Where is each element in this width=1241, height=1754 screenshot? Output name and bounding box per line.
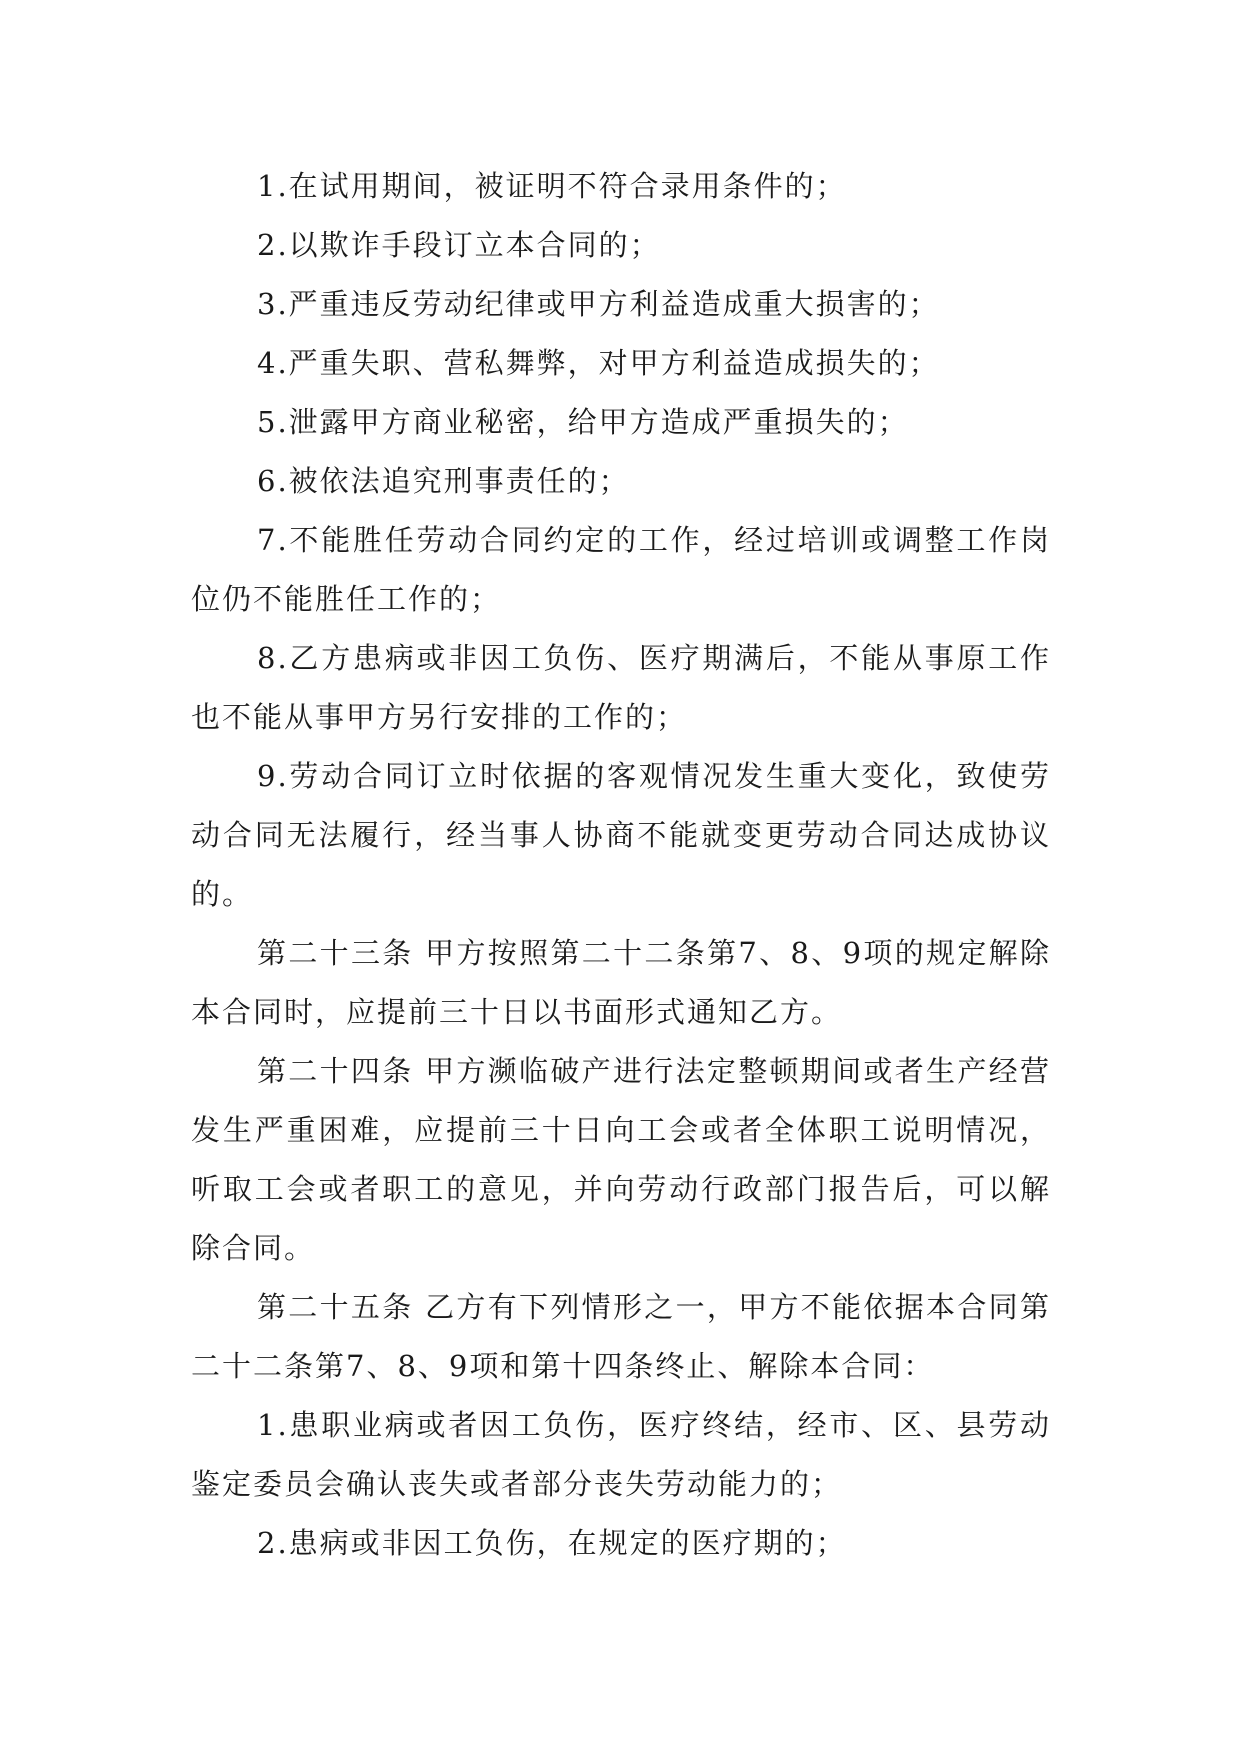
paragraph-9: 9.劳动合同订立时依据的客观情况发生重大变化，致使劳动合同无法履行，经当事人协商不能就变更劳动合同达成协议的。: [191, 759, 1051, 911]
article-25-item-2: 2.患病或非因工负伤，在规定的医疗期的；: [257, 1526, 847, 1560]
paragraph-7: 7.不能胜任劳动合同约定的工作，经过培训或调整工作岗位仍不能胜任工作的；: [191, 523, 1051, 616]
article-25-item-1: 1.患职业病或者因工负伤，医疗终结，经市、区、县劳动鉴定委员会确认丧失或者部分丧失劳动能力的；: [191, 1408, 1051, 1501]
paragraph-4: 4.严重失职、营私舞弊，对甲方利益造成损失的；: [257, 346, 940, 380]
paragraph-5: 5.泄露甲方商业秘密，给甲方造成严重损失的；: [257, 405, 909, 439]
article-24: 第二十四条 甲方濒临破产进行法定整顿期间或者生产经营发生严重困难，应提前三十日向工会或者全体职工说明情况，听取工会或者职工的意见，并向劳动行政部门报告后，可以解除合同。: [191, 1054, 1051, 1265]
paragraph-8: 8.乙方患病或非因工负伤、医疗期满后，不能从事原工作也不能从事甲方另行安排的工作的；: [191, 641, 1051, 734]
article-25: 第二十五条 乙方有下列情形之一，甲方不能依据本合同第二十二条第7、8、9项和第十四条终止、解除本合同：: [191, 1290, 1051, 1383]
article-23: 第二十三条 甲方按照第二十二条第7、8、9项的规定解除本合同时，应提前三十日以书面形式通知乙方。: [191, 936, 1051, 1029]
document-body: [191, 157, 1051, 1573]
paragraph-6: 6.被依法追究刑事责任的；: [257, 464, 630, 498]
paragraph-2: 2.以欺诈手段订立本合同的；: [257, 228, 661, 262]
paragraph-3: 3.严重违反劳动纪律或甲方利益造成重大损害的；: [257, 287, 940, 321]
paragraph-1: 1.在试用期间，被证明不符合录用条件的；: [257, 169, 847, 203]
